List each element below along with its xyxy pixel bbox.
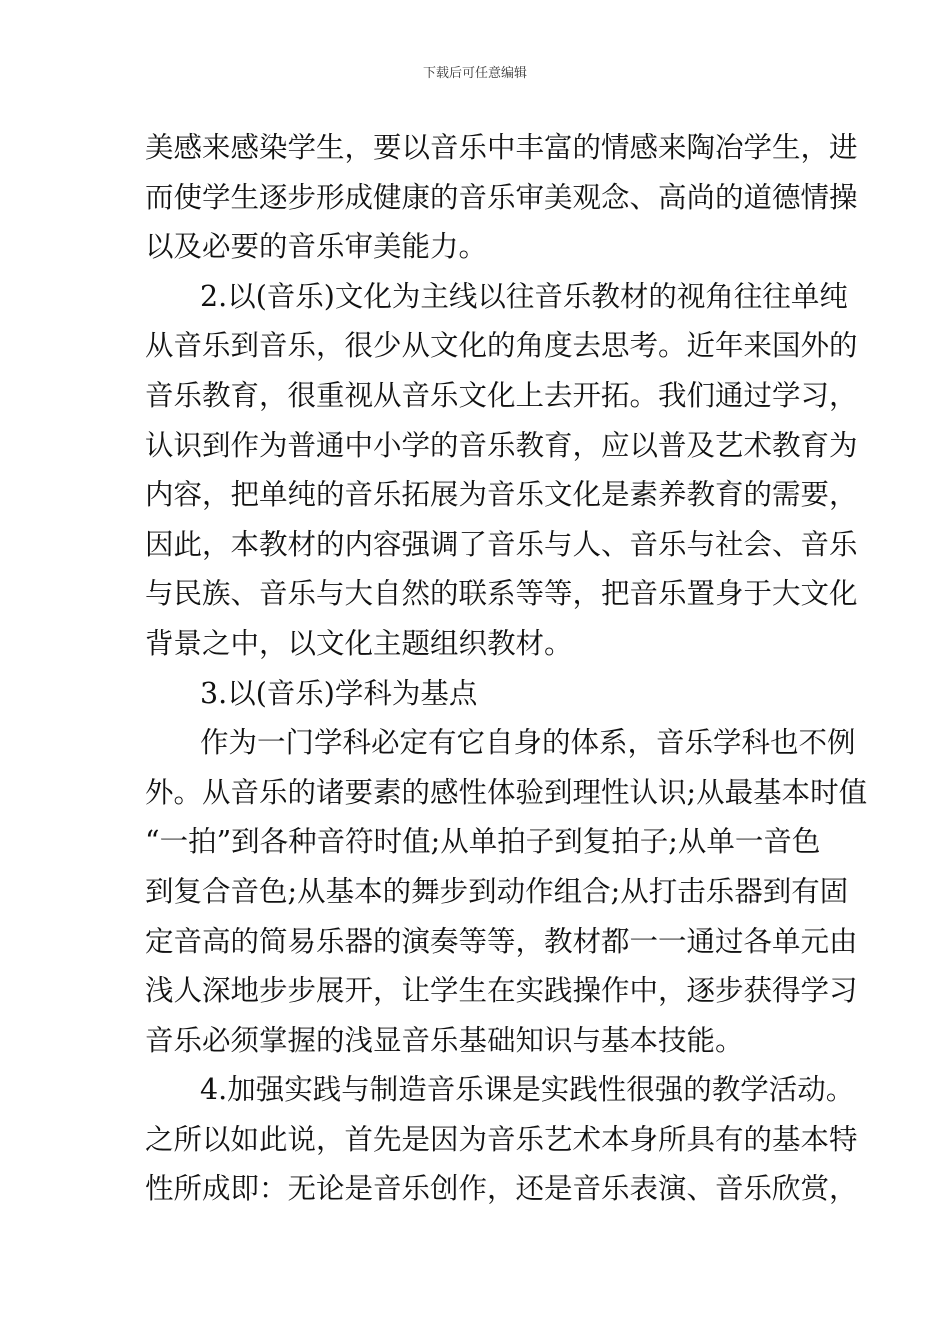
text-line: 从音乐到音乐，很少从文化的角度去思考。近年来国外的: [145, 329, 858, 363]
text-line: 认识到作为普通中小学的音乐教育，应以普及艺术教育为: [145, 428, 858, 462]
text-line: 之所以如此说，首先是因为音乐艺术本身所具有的基本特: [145, 1122, 858, 1156]
text-line: 外。从音乐的诸要素的感性体验到理性认识;从最基本时值: [145, 775, 868, 809]
section-heading: 3.以(音乐)学科为基点: [200, 676, 478, 710]
text-line: 音乐教育，很重视从音乐文化上去开拓。我们通过学习，: [145, 378, 858, 412]
page-header: 下载后可任意编辑: [422, 66, 527, 81]
text-line: 到复合音色;从基本的舞步到动作组合;从打击乐器到有固: [145, 874, 849, 908]
text-line: “一拍”到各种音符时值;从单拍子到复拍子;从单一音色: [145, 825, 821, 859]
text-line: 浅人深地步步展开，让学生在实践操作中，逐步获得学习: [145, 974, 858, 1008]
text-line: 因此，本教材的内容强调了音乐与人、音乐与社会、音乐: [145, 527, 858, 561]
document-body: [145, 123, 868, 1214]
text-line: 作为一门学科必定有它自身的体系，音乐学科也不例: [200, 726, 856, 760]
text-line: 定音高的简易乐器的演奏等等，教材都一一通过各单元由: [145, 924, 858, 958]
text-line: 美感来感染学生，要以音乐中丰富的情感来陶冶学生，进: [145, 131, 858, 164]
text-line: 以及必要的音乐审美能力。: [145, 230, 488, 264]
text-line: 2.以(音乐)文化为主线以往音乐教材的视角往往单纯: [200, 279, 848, 313]
text-line: 4.加强实践与制造音乐课是实践性很强的教学活动。: [200, 1073, 855, 1107]
text-line: 背景之中，以文化主题组织教材。: [145, 626, 573, 660]
text-line: 而使学生逐步形成健康的音乐审美观念、高尚的道德情操: [145, 180, 858, 214]
text-line: 音乐必须掌握的浅显音乐基础知识与基本技能。: [145, 1023, 744, 1057]
text-line: 性所成即：无论是音乐创作，还是音乐表演、音乐欣赏，: [145, 1172, 858, 1206]
text-line: 内容，把单纯的音乐拓展为音乐文化是素养教育的需要，: [145, 478, 858, 512]
text-line: 与民族、音乐与大自然的联系等等，把音乐置身于大文化: [145, 577, 858, 611]
